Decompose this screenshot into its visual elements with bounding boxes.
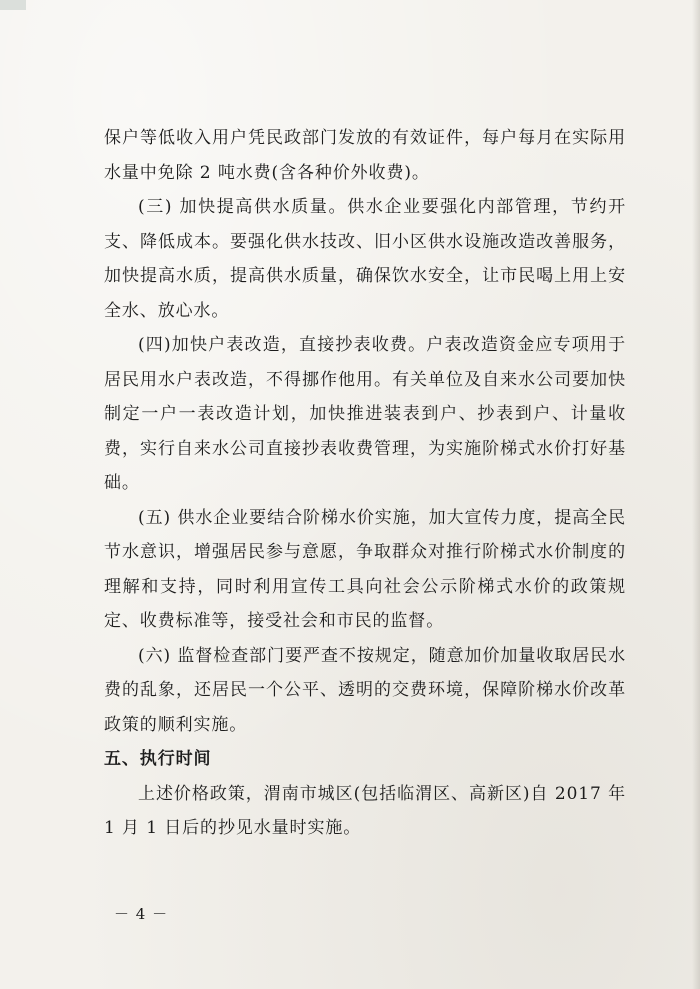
paragraph-item-four: (四)加快户表改造，直接抄表收费。户表改造资金应专项用于居民用水户表改造，不得挪作他用。有关单位及自来水公司要加快制定一户一表改造计划，加快推进装表到户、抄表到户、计量收费，实行自来水公司直接抄表收费管理，为实施阶梯式水价打好基础。 [104, 335, 626, 493]
page-edge-shadow [692, 0, 700, 989]
paragraph-item-three: (三) 加快提高供水质量。供水企业要强化内部管理，节约开支、降低成本。要强化供水技改、旧小区供水设施改造改善服务，加快提高水质，提高供水质量，确保饮水安全，让市民喝上用上安全水、放心水。 [104, 197, 626, 321]
paragraph-execution-time: 上述价格政策，渭南市城区(包括临渭区、高新区)自 2017 年 1 月 1 日后的抄见水量时实施。 [104, 783, 626, 838]
document-body [104, 121, 626, 846]
section-heading-execution-time: 五、执行时间 [104, 749, 212, 769]
page-number: － 4 － [114, 905, 169, 923]
paragraph-continuation: 保户等低收入用户凭民政部门发放的有效证件，每户每月在实际用水量中免除 2 吨水费(含各种价外收费)。 [104, 128, 626, 183]
scan-corner-mark [0, 0, 26, 10]
paragraph-item-six: (六) 监督检查部门要严查不按规定，随意加价加量收取居民水费的乱象，还居民一个公平、透明的交费环境，保障阶梯水价改革政策的顺利实施。 [104, 645, 626, 735]
paragraph-item-five: (五) 供水企业要结合阶梯水价实施，加大宣传力度，提高全民节水意识，增强居民参与意愿，争取群众对推行阶梯式水价制度的理解和支持，同时利用宣传工具向社会公示阶梯式水价的政策规定、收费标准等，接受社会和市民的监督。 [104, 507, 626, 631]
